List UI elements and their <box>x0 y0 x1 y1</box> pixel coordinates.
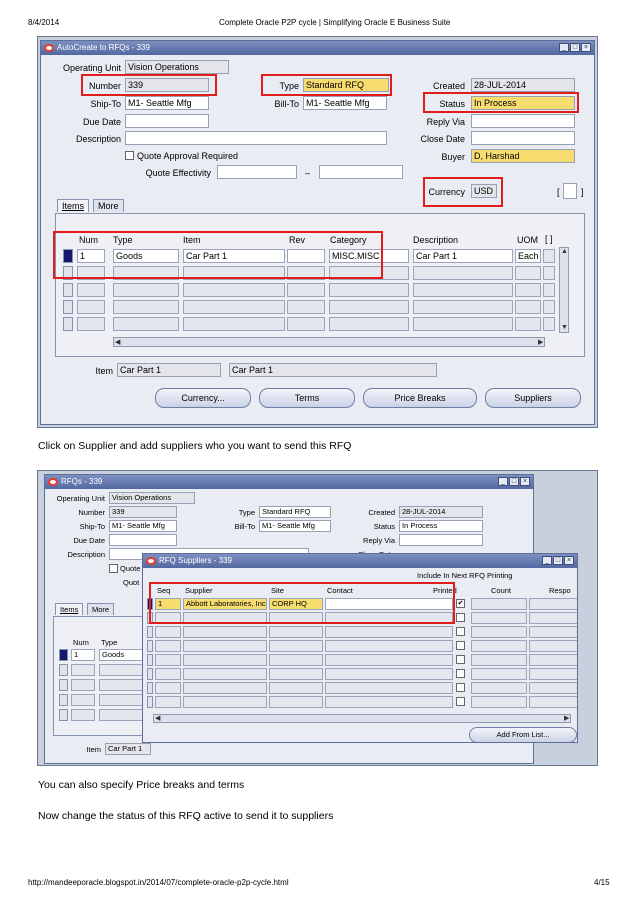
empty-cell[interactable] <box>269 640 323 652</box>
col-response: Respo <box>549 586 571 595</box>
include-printing-checkbox[interactable] <box>456 641 465 650</box>
header-date: 8/4/2014 <box>28 18 60 27</box>
empty-cell[interactable] <box>287 317 325 331</box>
empty-cell[interactable] <box>183 668 267 680</box>
label-ship-to: Ship-To <box>79 522 105 531</box>
label-operating-unit: Operating Unit <box>62 63 121 73</box>
table-cell[interactable]: MISC.MISC <box>329 249 409 263</box>
tab-items[interactable]: Items <box>55 603 83 615</box>
empty-cell <box>471 612 527 624</box>
rfq-window-title: RFQs - 339 <box>61 477 103 486</box>
highlight-line <box>53 231 383 279</box>
maximize-icon[interactable]: □ <box>509 477 519 486</box>
empty-cell[interactable] <box>325 682 453 694</box>
created-field[interactable]: 28-JUL-2014 <box>399 506 483 518</box>
oracle-logo-icon <box>146 557 156 565</box>
empty-cell <box>471 598 527 610</box>
empty-cell[interactable] <box>71 709 95 721</box>
row-indicator[interactable] <box>63 283 73 297</box>
bill-to-field[interactable]: M1- Seattle Mfg <box>303 96 387 110</box>
suppliers-horizontal-scrollbar[interactable]: ◀ ▶ <box>155 715 570 722</box>
flex-field[interactable] <box>563 183 577 199</box>
col-type: Type <box>101 638 118 647</box>
description-field[interactable] <box>125 131 387 145</box>
empty-cell[interactable] <box>413 300 513 314</box>
empty-cell <box>529 640 578 652</box>
item-field[interactable]: Car Part 1 <box>117 363 221 377</box>
footer-page-number: 4/15 <box>594 878 610 887</box>
empty-cell <box>471 668 527 680</box>
empty-cell <box>471 696 527 708</box>
row-indicator[interactable] <box>147 696 153 708</box>
currency-button[interactable]: Currency... <box>155 388 251 408</box>
quote-checkbox[interactable] <box>109 564 118 573</box>
close-icon[interactable]: × <box>564 556 574 565</box>
label-bill-to: Bill-To <box>234 522 255 531</box>
empty-cell[interactable] <box>155 640 181 652</box>
table-cell[interactable]: Abbott Laboratories, Inc <box>183 598 267 610</box>
empty-cell[interactable] <box>543 249 555 263</box>
label-status: Status <box>439 99 465 109</box>
empty-cell[interactable] <box>113 317 179 331</box>
quote-effectivity-from-field[interactable] <box>217 165 297 179</box>
row-indicator[interactable] <box>147 626 153 638</box>
label-type: Type <box>238 508 255 517</box>
include-printing-checkbox[interactable] <box>456 697 465 706</box>
rfq-suppliers-titlebar <box>143 554 577 568</box>
highlight-supplier-row <box>149 582 455 624</box>
table-cell[interactable]: 1 <box>77 249 105 263</box>
row-indicator[interactable] <box>147 682 153 694</box>
col-site: Site <box>271 586 284 595</box>
table-cell[interactable]: Car Part 1 <box>413 249 513 263</box>
highlight-type <box>261 74 392 96</box>
highlight-currency <box>423 177 503 207</box>
empty-cell <box>529 668 578 680</box>
close-icon[interactable]: × <box>581 43 591 52</box>
window-title: AutoCreate to RFQs - 339 <box>57 43 150 52</box>
empty-cell[interactable] <box>155 626 181 638</box>
empty-cell[interactable] <box>183 640 267 652</box>
empty-cell[interactable] <box>325 654 453 666</box>
empty-cell <box>471 654 527 666</box>
include-printing-checkbox[interactable] <box>456 613 465 622</box>
oracle-logo-icon <box>44 44 54 52</box>
caption-price-breaks: You can also specify Price breaks and terms <box>38 779 245 791</box>
empty-cell[interactable] <box>155 668 181 680</box>
rfq-suppliers-title: RFQ Suppliers - 339 <box>159 556 232 565</box>
col-num: Num <box>79 235 99 245</box>
add-from-list-button[interactable]: Add From List... <box>469 727 577 743</box>
label-reply-via: Reply Via <box>426 117 465 127</box>
col-item: Item <box>183 235 201 245</box>
empty-cell[interactable] <box>183 696 267 708</box>
label-due-date: Due Date <box>73 536 105 545</box>
rfq-suppliers-window <box>142 553 578 743</box>
minimize-icon[interactable]: _ <box>542 556 552 565</box>
label-ship-to: Ship-To <box>90 99 121 109</box>
header-title: Complete Oracle P2P cycle | Simplifying Oracle E Business Suite <box>219 18 451 27</box>
operating-unit-field[interactable]: Vision Operations <box>125 60 229 74</box>
tab-more[interactable]: More <box>93 199 124 212</box>
items-horizontal-scrollbar[interactable]: ◀ ▶ <box>115 339 544 346</box>
item-description-field[interactable]: Car Part 1 <box>229 363 437 377</box>
tab-more[interactable]: More <box>87 603 114 615</box>
empty-cell[interactable] <box>113 283 179 297</box>
currency-field[interactable]: USD <box>471 184 497 198</box>
items-vertical-scrollbar[interactable]: ▲ ▼ <box>561 248 568 331</box>
label-type: Type <box>279 81 299 91</box>
ship-to-field[interactable]: M1- Seattle Mfg <box>125 96 209 110</box>
empty-cell <box>529 654 578 666</box>
operating-unit-field[interactable]: Vision Operations <box>109 492 195 504</box>
empty-cell[interactable] <box>183 626 267 638</box>
label-created: Created <box>432 81 465 91</box>
highlight-number <box>81 74 217 96</box>
window-titlebar <box>41 41 594 55</box>
empty-cell[interactable] <box>543 300 555 314</box>
ship-to-field[interactable]: M1- Seattle Mfg <box>109 520 177 532</box>
empty-cell <box>471 682 527 694</box>
empty-cell[interactable] <box>77 300 105 314</box>
empty-cell <box>529 612 578 624</box>
label-operating-unit: Operating Unit <box>56 494 105 503</box>
label-quote-approval: Quote Approval Required <box>137 151 239 161</box>
empty-cell[interactable] <box>329 300 409 314</box>
row-indicator[interactable] <box>59 679 68 691</box>
label-item: Item <box>95 366 113 376</box>
row-indicator[interactable] <box>147 668 153 680</box>
table-cell[interactable]: 1 <box>155 598 181 610</box>
type-field[interactable]: Standard RFQ <box>259 506 331 518</box>
empty-cell[interactable] <box>183 283 285 297</box>
empty-cell[interactable] <box>543 266 555 280</box>
empty-cell[interactable] <box>543 317 555 331</box>
label-due-date: Due Date <box>82 117 121 127</box>
label-currency: Currency <box>428 187 465 197</box>
table-cell[interactable]: CORP HQ <box>269 598 323 610</box>
label-close-date: Close Date <box>420 134 465 144</box>
label-number: Number <box>88 81 121 91</box>
number-field[interactable]: 339 <box>109 506 177 518</box>
close-date-field[interactable] <box>471 131 575 145</box>
maximize-icon[interactable]: □ <box>570 43 580 52</box>
buyer-field[interactable]: D, Harshad <box>471 149 575 163</box>
created-field[interactable]: 28-JUL-2014 <box>471 78 575 92</box>
col-rev: Rev <box>289 235 306 245</box>
quote-approval-checkbox[interactable] <box>125 151 134 160</box>
col-contact: Contact <box>327 586 353 595</box>
minimize-icon[interactable]: _ <box>498 477 508 486</box>
empty-cell[interactable] <box>413 283 513 297</box>
empty-cell[interactable] <box>515 283 541 297</box>
price-breaks-button[interactable]: Price Breaks <box>363 388 477 408</box>
tab-items[interactable]: Items <box>57 199 89 212</box>
reply-via-field[interactable] <box>399 534 483 546</box>
col-type: Type <box>113 235 133 245</box>
empty-cell <box>471 640 527 652</box>
col-num: Num <box>73 638 89 647</box>
bracket-left: [ <box>557 187 560 197</box>
empty-cell[interactable] <box>183 654 267 666</box>
minimize-icon[interactable]: _ <box>559 43 569 52</box>
item-field[interactable]: Car Part 1 <box>105 743 151 755</box>
empty-cell <box>529 626 578 638</box>
empty-cell[interactable] <box>325 668 453 680</box>
close-icon[interactable]: × <box>520 477 530 486</box>
include-printing-checkbox[interactable] <box>456 655 465 664</box>
status-field[interactable]: In Process <box>471 96 575 110</box>
screenshot-autocreate <box>37 36 598 428</box>
due-date-field[interactable] <box>109 534 177 546</box>
empty-cell[interactable] <box>325 696 453 708</box>
empty-cell <box>471 626 527 638</box>
empty-cell[interactable] <box>269 682 323 694</box>
label-created: Created <box>368 508 395 517</box>
due-date-field[interactable] <box>125 114 209 128</box>
footer-url[interactable]: http://mandeeporacle.blogspot.in/2014/07/complete-oracle-p2p-cycle.html <box>28 878 289 887</box>
col-uom: UOM <box>517 235 538 245</box>
include-in-next-rfq-printing-label: Include In Next RFQ Printing <box>417 571 513 580</box>
row-indicator[interactable] <box>63 317 73 331</box>
table-cell[interactable]: 1 <box>71 649 95 661</box>
label-number: Number <box>78 508 105 517</box>
empty-cell[interactable] <box>325 626 453 638</box>
row-indicator[interactable] <box>147 654 153 666</box>
table-cell[interactable]: Each <box>515 249 541 263</box>
empty-cell[interactable] <box>183 317 285 331</box>
quote-effectivity-dash: – <box>305 168 311 178</box>
include-printing-checkbox[interactable] <box>456 683 465 692</box>
empty-cell[interactable] <box>413 266 513 280</box>
bill-to-field[interactable]: M1- Seattle Mfg <box>259 520 331 532</box>
empty-cell[interactable] <box>543 283 555 297</box>
empty-cell[interactable] <box>77 283 105 297</box>
label-buyer: Buyer <box>441 152 465 162</box>
reply-via-field[interactable] <box>471 114 575 128</box>
col-category: Category <box>330 235 367 245</box>
caption-suppliers: Click on Supplier and add suppliers who you want to send this RFQ <box>38 440 352 452</box>
empty-cell[interactable] <box>269 626 323 638</box>
caption-status: Now change the status of this RFQ active to send it to suppliers <box>38 810 334 822</box>
label-reply-via: Reply Via <box>363 536 395 545</box>
table-cell[interactable]: Goods <box>113 249 179 263</box>
empty-cell[interactable] <box>329 317 409 331</box>
empty-cell[interactable] <box>269 654 323 666</box>
label-quote-effectivity: Quote Effectivity <box>145 168 211 178</box>
empty-cell[interactable] <box>183 300 285 314</box>
empty-cell[interactable] <box>515 266 541 280</box>
row-indicator[interactable] <box>59 709 68 721</box>
empty-cell <box>529 682 578 694</box>
empty-cell[interactable] <box>71 664 95 676</box>
row-indicator[interactable] <box>63 300 73 314</box>
include-printing-checkbox[interactable]: ✔ <box>457 600 464 607</box>
label-quot: Quot <box>123 578 140 587</box>
quote-effectivity-to-field[interactable] <box>319 165 403 179</box>
highlight-status <box>423 92 579 113</box>
table-cell[interactable]: Goods <box>99 649 157 661</box>
empty-cell <box>529 598 578 610</box>
empty-cell[interactable] <box>77 317 105 331</box>
empty-cell[interactable] <box>269 668 323 680</box>
suppliers-button[interactable]: Suppliers <box>485 388 581 408</box>
empty-cell[interactable] <box>413 317 513 331</box>
col-seq: Seq <box>157 586 171 595</box>
label-description: Description <box>67 550 105 559</box>
label-description: Description <box>75 134 121 144</box>
label-item: Item <box>86 745 101 754</box>
empty-cell[interactable] <box>329 283 409 297</box>
label-quote: Quote <box>120 564 141 573</box>
col-flex-header: [ ] <box>545 234 553 244</box>
col-count: Count <box>491 586 512 595</box>
empty-cell <box>529 696 578 708</box>
empty-cell[interactable] <box>287 300 325 314</box>
empty-cell[interactable] <box>287 283 325 297</box>
col-supplier: Supplier <box>185 586 213 595</box>
empty-cell[interactable] <box>71 679 95 691</box>
oracle-logo-icon <box>48 478 58 486</box>
col-printed: Printed <box>433 586 457 595</box>
row-indicator[interactable] <box>59 664 68 676</box>
include-printing-checkbox[interactable] <box>456 669 465 678</box>
empty-cell[interactable] <box>515 317 541 331</box>
screenshot-rfq-suppliers <box>37 470 598 766</box>
bracket-right: ] <box>581 187 584 197</box>
label-bill-to: Bill-To <box>274 99 299 109</box>
empty-cell[interactable] <box>155 682 181 694</box>
empty-cell[interactable] <box>325 640 453 652</box>
status-field[interactable]: In Process <box>399 520 483 532</box>
empty-cell[interactable] <box>515 300 541 314</box>
row-indicator[interactable] <box>59 694 68 706</box>
empty-cell[interactable] <box>155 654 181 666</box>
table-cell[interactable]: Car Part 1 <box>183 249 285 263</box>
type-field[interactable]: Standard RFQ <box>303 78 389 92</box>
empty-cell[interactable] <box>183 682 267 694</box>
label-status: Status <box>373 522 395 531</box>
empty-cell[interactable] <box>155 696 181 708</box>
empty-cell[interactable] <box>269 696 323 708</box>
empty-cell[interactable] <box>113 300 179 314</box>
rfq-window-titlebar <box>45 475 533 489</box>
empty-cell[interactable] <box>71 694 95 706</box>
row-indicator[interactable] <box>59 649 68 661</box>
terms-button[interactable]: Terms <box>259 388 355 408</box>
include-printing-checkbox[interactable] <box>456 627 465 636</box>
number-field[interactable]: 339 <box>125 78 209 92</box>
row-indicator[interactable] <box>147 640 153 652</box>
autocreate-window <box>40 40 595 425</box>
col-description: Description <box>413 235 459 245</box>
maximize-icon[interactable]: □ <box>553 556 563 565</box>
